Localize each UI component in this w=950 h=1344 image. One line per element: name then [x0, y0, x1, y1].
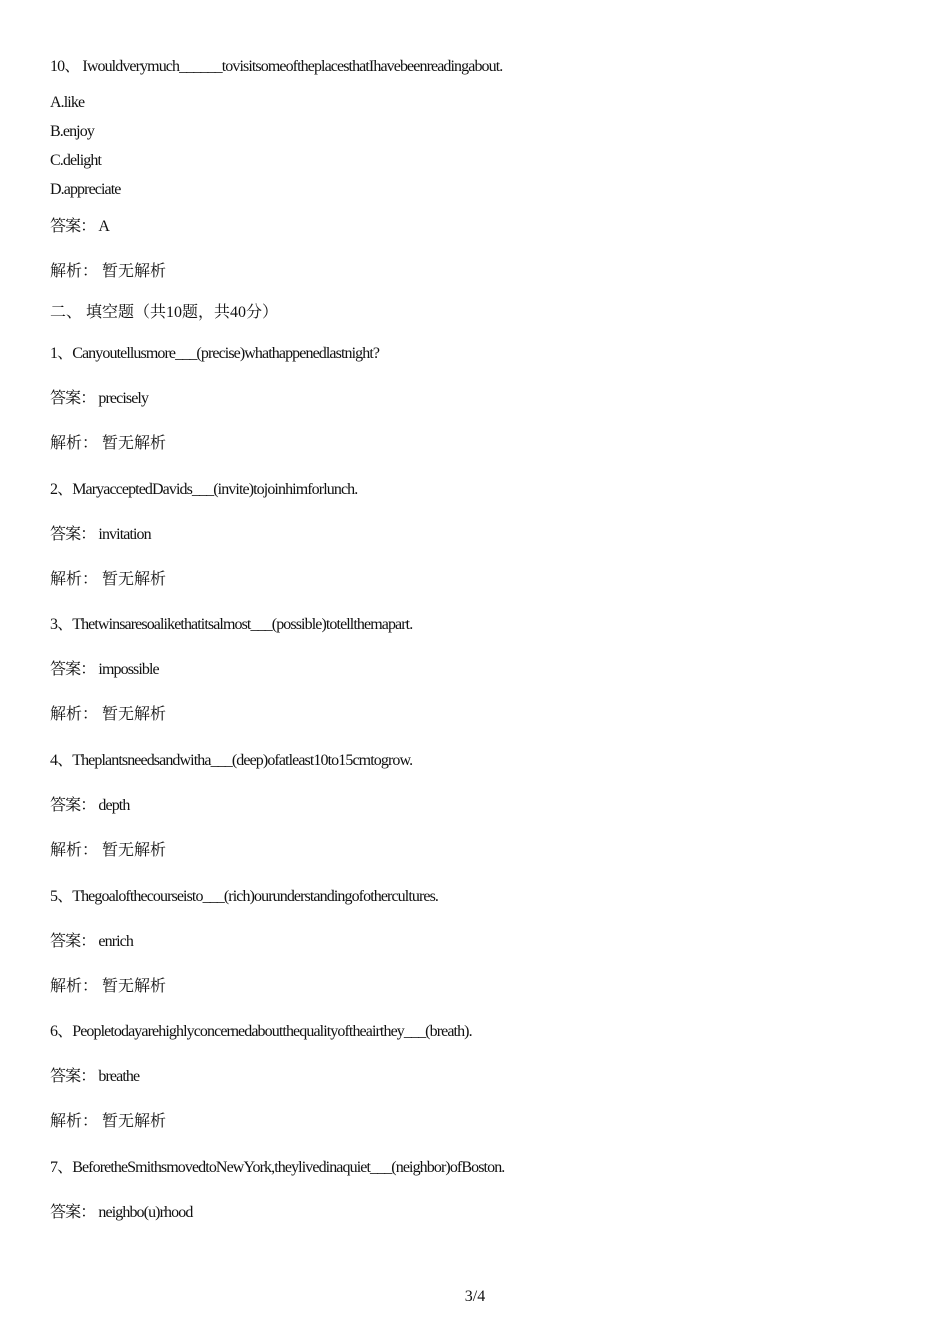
fill-question-3-analysis: 解析： 暂无解析	[50, 706, 167, 723]
fill-question-4-stem: 4、Theplantsneedsandwitha___(deep)ofatleast10to15cmtogrow.	[50, 752, 413, 769]
fill-question-2-stem: 2、MaryacceptedDavids___(invite)tojoinhimforlunch.	[50, 481, 358, 498]
fill-question-6-stem: 6、Peopletodayarehighlyconcernedaboutthequalityoftheairthey___(breath).	[50, 1023, 472, 1040]
fill-question-4-analysis: 解析： 暂无解析	[50, 842, 167, 859]
option-b: B.enjoy	[50, 123, 94, 140]
fill-question-3-answer: 答案： impossible	[50, 661, 159, 678]
option-d: D.appreciate	[50, 181, 121, 198]
option-a: A.like	[50, 94, 85, 111]
option-c: C.delight	[50, 152, 102, 169]
fill-question-1-stem: 1、Canyoutellusmore___(precise)whathappenedlastnight?	[50, 345, 380, 362]
fill-question-1-analysis: 解析： 暂无解析	[50, 435, 167, 452]
fill-question-7-stem: 7、BeforetheSmithsmovedtoNewYork,theylivedinaquiet___(neighbor)ofBoston.	[50, 1159, 505, 1176]
fill-question-2-answer: 答案： invitation	[50, 526, 151, 543]
fill-question-6-answer: 答案： breathe	[50, 1068, 140, 1085]
fill-question-5-answer: 答案： enrich	[50, 933, 133, 950]
fill-question-7-answer: 答案： neighbo(u)rhood	[50, 1204, 193, 1221]
section-heading: 二、 填空题（共10题，共40分）	[50, 304, 279, 321]
fill-question-6-analysis: 解析： 暂无解析	[50, 1113, 167, 1130]
fill-question-5-stem: 5、Thegoalofthecourseisto___(rich)ourunderstandingofothercultures.	[50, 888, 439, 905]
fill-question-1-answer: 答案： precisely	[50, 390, 149, 407]
question-10-analysis: 解析： 暂无解析	[50, 263, 167, 280]
fill-question-5-analysis: 解析： 暂无解析	[50, 978, 167, 995]
page-number: 3/4	[464, 1288, 486, 1305]
question-10-answer: 答案： A	[50, 218, 110, 235]
fill-question-4-answer: 答案： depth	[50, 797, 130, 814]
fill-question-2-analysis: 解析： 暂无解析	[50, 571, 167, 588]
fill-question-3-stem: 3、Thetwinsaresoalikethatitsalmost___(possible)totellthemapart.	[50, 616, 413, 633]
question-10-stem: 10、 Iwouldverymuch______tovisitsomeoftheplacesthatIhavebeenreadingabout.	[50, 58, 503, 75]
